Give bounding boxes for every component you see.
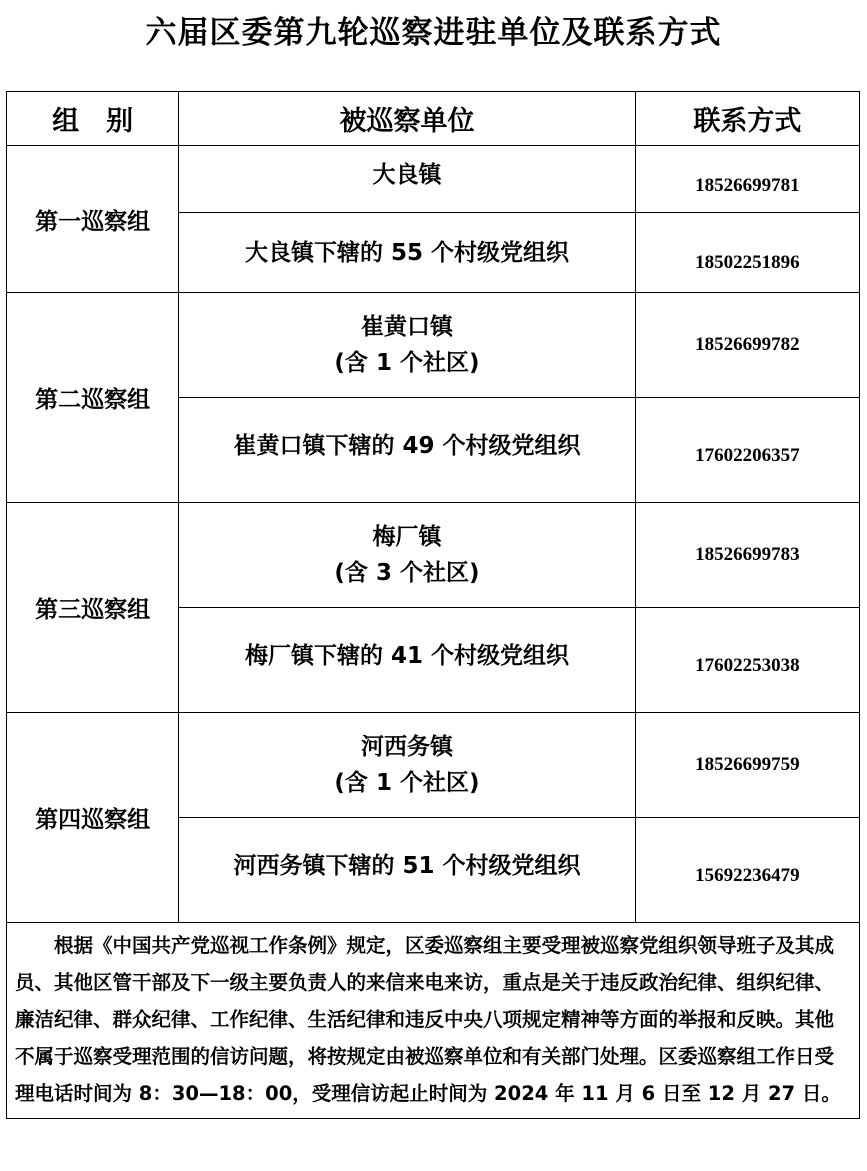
notice-row [7, 923, 860, 1119]
table-row [7, 713, 860, 818]
group-name: 第二巡察组 [7, 293, 179, 503]
unit-cell [179, 608, 636, 713]
unit-cell [179, 398, 636, 503]
unit-name: 河西务镇 [360, 734, 453, 760]
notice-cell [7, 923, 860, 1119]
unit-name: 梅厂镇 [372, 524, 442, 550]
header-group: 组 别 [7, 92, 179, 146]
unit-cell [179, 146, 636, 213]
table-row [7, 146, 860, 213]
unit-cell [179, 713, 636, 818]
unit-cell [179, 818, 636, 923]
unit-cell [179, 213, 636, 293]
notice-text: 根据《中国共产党巡视工作条例》规定，区委巡察组主要受理被巡察党组织领导班子及其成员、其他区管干部及下一级主要负责人的来信来电来访，重点是关于违反政治纪律、组织纪律、廉洁纪律、群众纪律、工作纪律、生活纪律和违反中央八项规定精神等方面的举报和反映。其他不属于巡察受理范围的信访问题，将按规定由被巡察单位和有关部门处理。区委巡察组工作日受理电话时间为 8：30—18：00，受理信访起止时间为 2024 年 11 月 6 日至 12 月 27 日。 [15, 934, 841, 1105]
phone-number: 17602253038 [635, 608, 859, 713]
phone-number: 18526699783 [635, 503, 859, 608]
unit-note: (含 1 个社区) [334, 770, 480, 796]
phone-number: 15692236479 [635, 818, 859, 923]
unit-cell [179, 293, 636, 398]
table-header-row [7, 92, 860, 146]
table-row [7, 293, 860, 398]
group-name: 第三巡察组 [7, 503, 179, 713]
phone-number: 17602206357 [635, 398, 859, 503]
phone-number: 18526699781 [635, 146, 859, 213]
unit-name: 崔黄口镇 [360, 314, 453, 340]
unit-name: 河西务镇下辖的 51 个村级党组织 [233, 853, 581, 879]
inspection-table [6, 91, 860, 1119]
table-row [7, 503, 860, 608]
unit-note: (含 1 个社区) [334, 350, 480, 376]
phone-number: 18526699782 [635, 293, 859, 398]
header-unit: 被巡察单位 [179, 92, 636, 146]
header-contact: 联系方式 [635, 92, 859, 146]
unit-name: 大良镇 [372, 162, 442, 188]
unit-note: (含 3 个社区) [334, 560, 480, 586]
unit-name: 崔黄口镇下辖的 49 个村级党组织 [233, 433, 581, 459]
phone-number: 18502251896 [635, 213, 859, 293]
page-title: 六届区委第九轮巡察进驻单位及联系方式 [145, 15, 722, 51]
group-name: 第四巡察组 [7, 713, 179, 923]
group-name: 第一巡察组 [7, 146, 179, 293]
unit-name: 大良镇下辖的 55 个村级党组织 [244, 239, 569, 266]
unit-cell [179, 503, 636, 608]
phone-number: 18526699759 [635, 713, 859, 818]
unit-name: 梅厂镇下辖的 41 个村级党组织 [244, 643, 569, 669]
